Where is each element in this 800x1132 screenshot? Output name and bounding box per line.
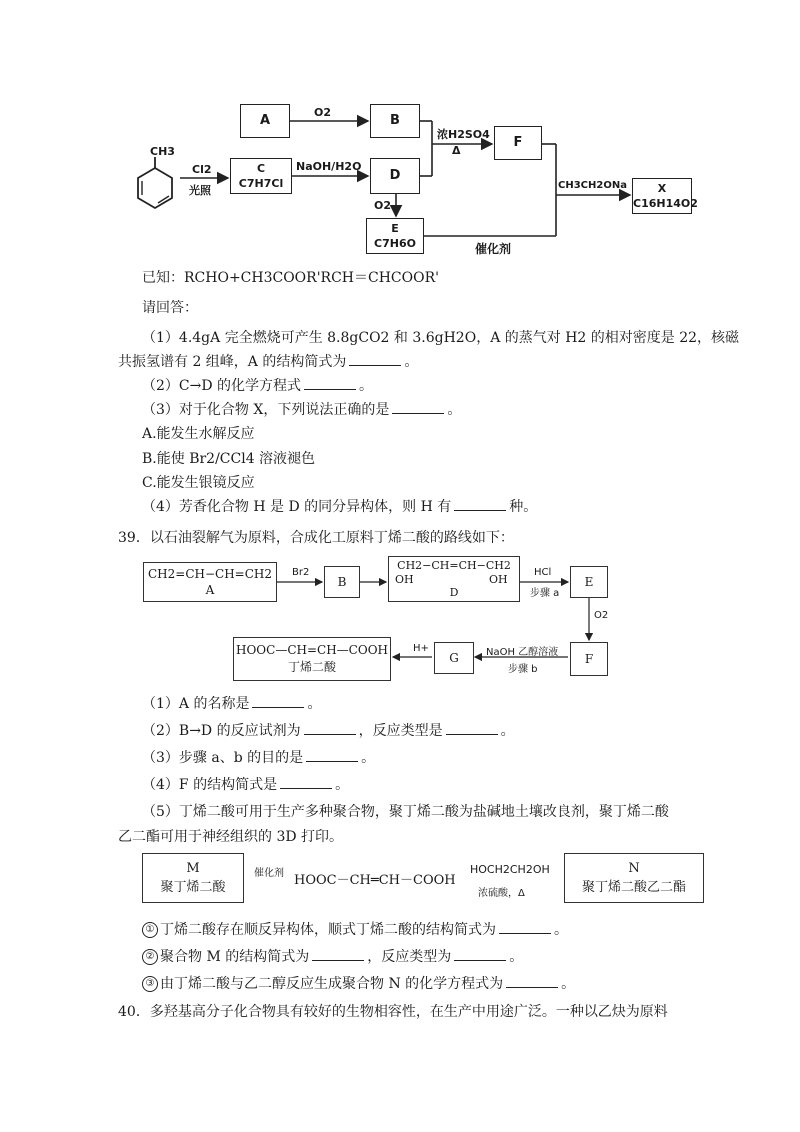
box-m-name: 聚丁烯二酸	[160, 880, 226, 895]
q39-part2: （2）B→D 的反应试剂为 ，反应类型是 。	[142, 723, 515, 739]
diol-formula: CH2−CH=CH−CH2	[397, 559, 511, 572]
scheme1-box-f: F	[494, 126, 542, 160]
box-x-formula: C16H14O2	[633, 197, 698, 210]
scheme1-box-b: B	[370, 104, 420, 138]
answer-blank	[306, 748, 358, 762]
delta-condition: Δ	[452, 144, 461, 157]
hcl-reagent: HCl	[534, 567, 552, 578]
conc-h2so4-condition: 浓硫酸，Δ	[478, 888, 525, 899]
catalyst-condition: 催化剂	[475, 242, 512, 256]
box-a-butadiene	[143, 562, 277, 602]
q38-part3: （3）对于化合物 X，下列说法正确的是 。	[142, 402, 462, 418]
glycol-reagent: HOCH2CH2OH	[470, 863, 550, 876]
box-d-label: D	[449, 586, 459, 599]
q39-intro: 39．以石油裂解气为原料，合成化工原料丁烯二酸的路线如下：	[118, 530, 514, 546]
cl2-reagent: Cl2	[192, 163, 212, 176]
circled-2: ②	[142, 949, 158, 965]
answer-blank	[506, 974, 558, 988]
acid-name: 丁烯二酸	[287, 660, 336, 674]
o2-reagent-de: O2	[374, 199, 392, 212]
answer-blank	[454, 947, 506, 961]
box-g: G	[434, 642, 474, 674]
ethoxide-reagent: CH3CH2ONa	[558, 180, 627, 191]
box-b: B	[324, 566, 360, 598]
box-d-diol	[388, 556, 520, 602]
answer-blank	[499, 920, 551, 934]
q39-sub2: ② 聚合物 M 的结构简式为 ，反应类型为 。	[142, 947, 523, 967]
acid-formula: HOOC—CH=CH—COOH	[236, 643, 388, 657]
q39-sub3: ③ 由丁烯二酸与乙二醇反应生成聚合物 N 的化学方程式为 。	[142, 974, 575, 994]
answer-blank	[252, 694, 304, 708]
o2-reagent: O2	[594, 610, 609, 621]
q38-part1-line2: 共振氢谱有 2 组峰，A 的结构简式为 。	[118, 354, 419, 370]
please-answer: 请回答：	[142, 300, 198, 316]
answer-blank	[304, 721, 356, 735]
known-condition: 已知：RCHO+CH3COOR'RCH＝CHCOOR'	[142, 270, 439, 286]
box-c-letter: C	[256, 162, 266, 175]
box-c-formula: C7H7Cl	[238, 177, 284, 190]
acid-reagent: H+	[413, 643, 429, 654]
methyl-label: CH3	[150, 145, 175, 158]
h2so4-reagent: 浓H2SO4	[437, 128, 490, 141]
q39-part1: （1）A 的名称是 。	[142, 696, 322, 712]
q39-sub1: ① 丁烯二酸存在顺反异构体，顺式丁烯二酸的结构简式为 。	[142, 920, 568, 940]
oh-left: OH	[395, 573, 414, 586]
box-m	[142, 853, 244, 903]
scheme1-box-d: D	[370, 158, 420, 194]
answer-blank	[312, 947, 364, 961]
box-n-letter: N	[628, 861, 640, 876]
answer-blank	[280, 775, 332, 789]
box-e-formula: C7H6O	[374, 237, 416, 250]
butenedioic-acid-formula: HOOC－CH═CH－COOH	[294, 873, 456, 888]
box-x-letter: X	[657, 182, 667, 195]
circled-1: ①	[142, 922, 158, 938]
butadiene-formula: CH2=CH−CH=CH2	[147, 567, 273, 581]
box-e-letter: E	[391, 222, 399, 235]
catalyst-reagent: 催化剂	[254, 868, 284, 879]
step-a-label: 步骤 a	[530, 588, 560, 599]
box-m-letter: M	[186, 861, 200, 876]
naoh-reagent: NaOH/H2O	[296, 160, 362, 173]
q38-part2: （2）C→D 的化学方程式 。	[142, 378, 374, 394]
light-condition: 光照	[189, 184, 211, 197]
naoh-ethanol-reagent: NaOH 乙醇溶液	[486, 647, 559, 658]
scheme1-box-a: A	[240, 104, 290, 138]
oh-right: OH	[489, 573, 508, 586]
box-butenedioic-acid	[233, 637, 391, 681]
step-b-label: 步骤 b	[508, 664, 538, 675]
q39-part3: （3）步骤 a、b 的目的是 。	[142, 750, 376, 766]
circled-3: ③	[142, 976, 158, 992]
q38-option-a: A.能发生水解反应	[142, 426, 255, 442]
br2-reagent: Br2	[292, 567, 310, 578]
q38-option-c: C.能发生银镜反应	[142, 475, 255, 491]
answer-blank	[446, 721, 498, 735]
o2-reagent-ab: O2	[314, 106, 332, 119]
q38-part1-line1: （1）4.4gA 完全燃烧可产生 8.8gCO2 和 3.6gH2O，A 的蒸气对 H2 的相对密度是 22，核磁	[142, 330, 740, 346]
box-f: F	[570, 642, 608, 676]
q39-part5-line2: 乙二酯可用于神经组织的 3D 打印。	[118, 829, 344, 845]
q39-part5-line1: （5）丁烯二酸可用于生产多种聚合物，聚丁烯二酸为盐碱地土壤改良剂，聚丁烯二酸	[142, 804, 669, 820]
box-a-label: A	[205, 583, 215, 597]
box-n	[564, 853, 704, 903]
q40-intro: 40．多羟基高分子化合物具有较好的生物相容性，在生产中用途广泛。一种以乙炔为原料	[118, 1004, 668, 1020]
box-n-name: 聚丁烯二酸乙二酯	[581, 880, 686, 895]
q38-part4: （4）芳香化合物 H 是 D 的同分异构体，则 H 有 种。	[142, 499, 538, 515]
box-e: E	[570, 566, 608, 598]
q39-part4: （4）F 的结构简式是 。	[142, 777, 350, 793]
q38-option-b: B.能使 Br2/CCl4 溶液褪色	[142, 451, 316, 467]
